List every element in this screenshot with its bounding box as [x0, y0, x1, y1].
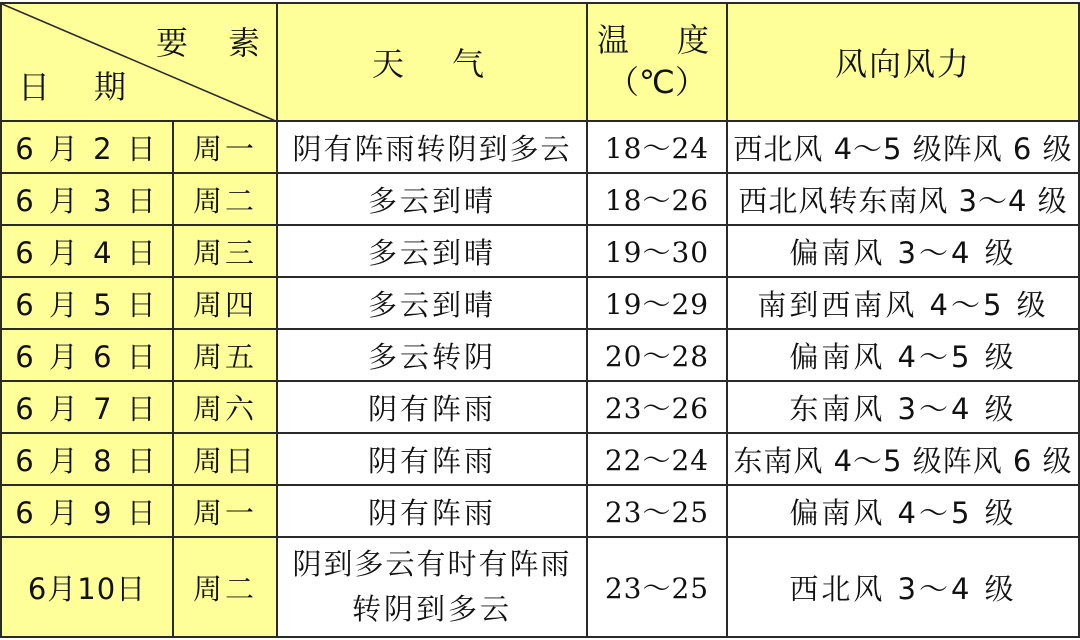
temperature-cell: 22～24 [587, 433, 727, 485]
weather-cell: 多云到晴 [277, 225, 587, 277]
weather-cell: 阴有阵雨 [277, 381, 587, 433]
temperature-cell: 18～26 [587, 173, 727, 225]
weekday-cell: 周四 [173, 277, 277, 329]
table-row [1, 225, 1079, 277]
temperature-header-line1: 温 度 [596, 21, 717, 60]
header-row [1, 3, 1079, 121]
weather-cell: 多云到晴 [277, 173, 587, 225]
wind-cell: 西北风 3～4 级 [727, 537, 1079, 637]
weather-cell-multiline [277, 537, 587, 637]
table-row [1, 329, 1079, 381]
weekday-cell: 周三 [173, 225, 277, 277]
date-cell: 6 月 8 日 [1, 433, 173, 485]
weekday-cell: 周五 [173, 329, 277, 381]
weather-line-2: 转阴到多云 [351, 592, 512, 626]
temperature-cell: 23～25 [587, 537, 727, 637]
temperature-cell: 20～28 [587, 329, 727, 381]
date-cell: 6 月 3 日 [1, 173, 173, 225]
date-cell: 6 月 5 日 [1, 277, 173, 329]
wind-cell: 南到西南风 4～5 级 [727, 277, 1079, 329]
weather-cell: 阴有阵雨 [277, 485, 587, 537]
date-cell: 6 月 2 日 [1, 121, 173, 173]
temperature-cell: 18～24 [587, 121, 727, 173]
elements-label: 要 素 [155, 24, 260, 62]
date-cell: 6月10日 [1, 537, 173, 637]
temperature-header [587, 3, 727, 121]
wind-cell: 东南风 4～5 级阵风 6 级 [727, 433, 1079, 485]
weather-cell: 多云到晴 [277, 277, 587, 329]
weather-cell: 多云转阴 [277, 329, 587, 381]
table-row [1, 121, 1079, 173]
weather-cell: 阴有阵雨转阴到多云 [277, 121, 587, 173]
wind-cell: 偏南风 4～5 级 [727, 329, 1079, 381]
date-cell: 6 月 4 日 [1, 225, 173, 277]
temperature-header-line2: （℃） [607, 63, 707, 101]
wind-cell: 偏南风 3～4 级 [727, 225, 1079, 277]
temperature-cell: 19～29 [587, 277, 727, 329]
temperature-cell: 19～30 [587, 225, 727, 277]
temperature-cell: 23～26 [587, 381, 727, 433]
wind-header: 风向风力 [727, 3, 1079, 121]
weekday-cell: 周二 [173, 537, 277, 637]
wind-cell: 偏南风 4～5 级 [727, 485, 1079, 537]
weather-cell: 阴有阵雨 [277, 433, 587, 485]
diagonal-header-cell [1, 3, 277, 121]
weather-header: 天 气 [277, 3, 587, 121]
wind-cell: 东南风 3～4 级 [727, 381, 1079, 433]
date-cell: 6 月 7 日 [1, 381, 173, 433]
table-row [1, 277, 1079, 329]
weather-line-1: 阴到多云有时有阵雨 [292, 547, 572, 582]
weekday-cell: 周二 [173, 173, 277, 225]
date-cell: 6 月 6 日 [1, 329, 173, 381]
table-row [1, 485, 1079, 537]
wind-cell: 西北风 4～5 级阵风 6 级 [727, 121, 1079, 173]
table-row [1, 173, 1079, 225]
table-row [1, 381, 1079, 433]
wind-cell: 西北风转东南风 3～4 级 [727, 173, 1079, 225]
weekday-cell: 周日 [173, 433, 277, 485]
table-row [1, 433, 1079, 485]
table-row [1, 537, 1079, 637]
weekday-cell: 周一 [173, 485, 277, 537]
weather-forecast-table [0, 2, 1080, 638]
weekday-cell: 周六 [173, 381, 277, 433]
date-label: 日 期 [18, 68, 127, 106]
temperature-cell: 23～25 [587, 485, 727, 537]
weekday-cell: 周一 [173, 121, 277, 173]
date-cell: 6 月 9 日 [1, 485, 173, 537]
